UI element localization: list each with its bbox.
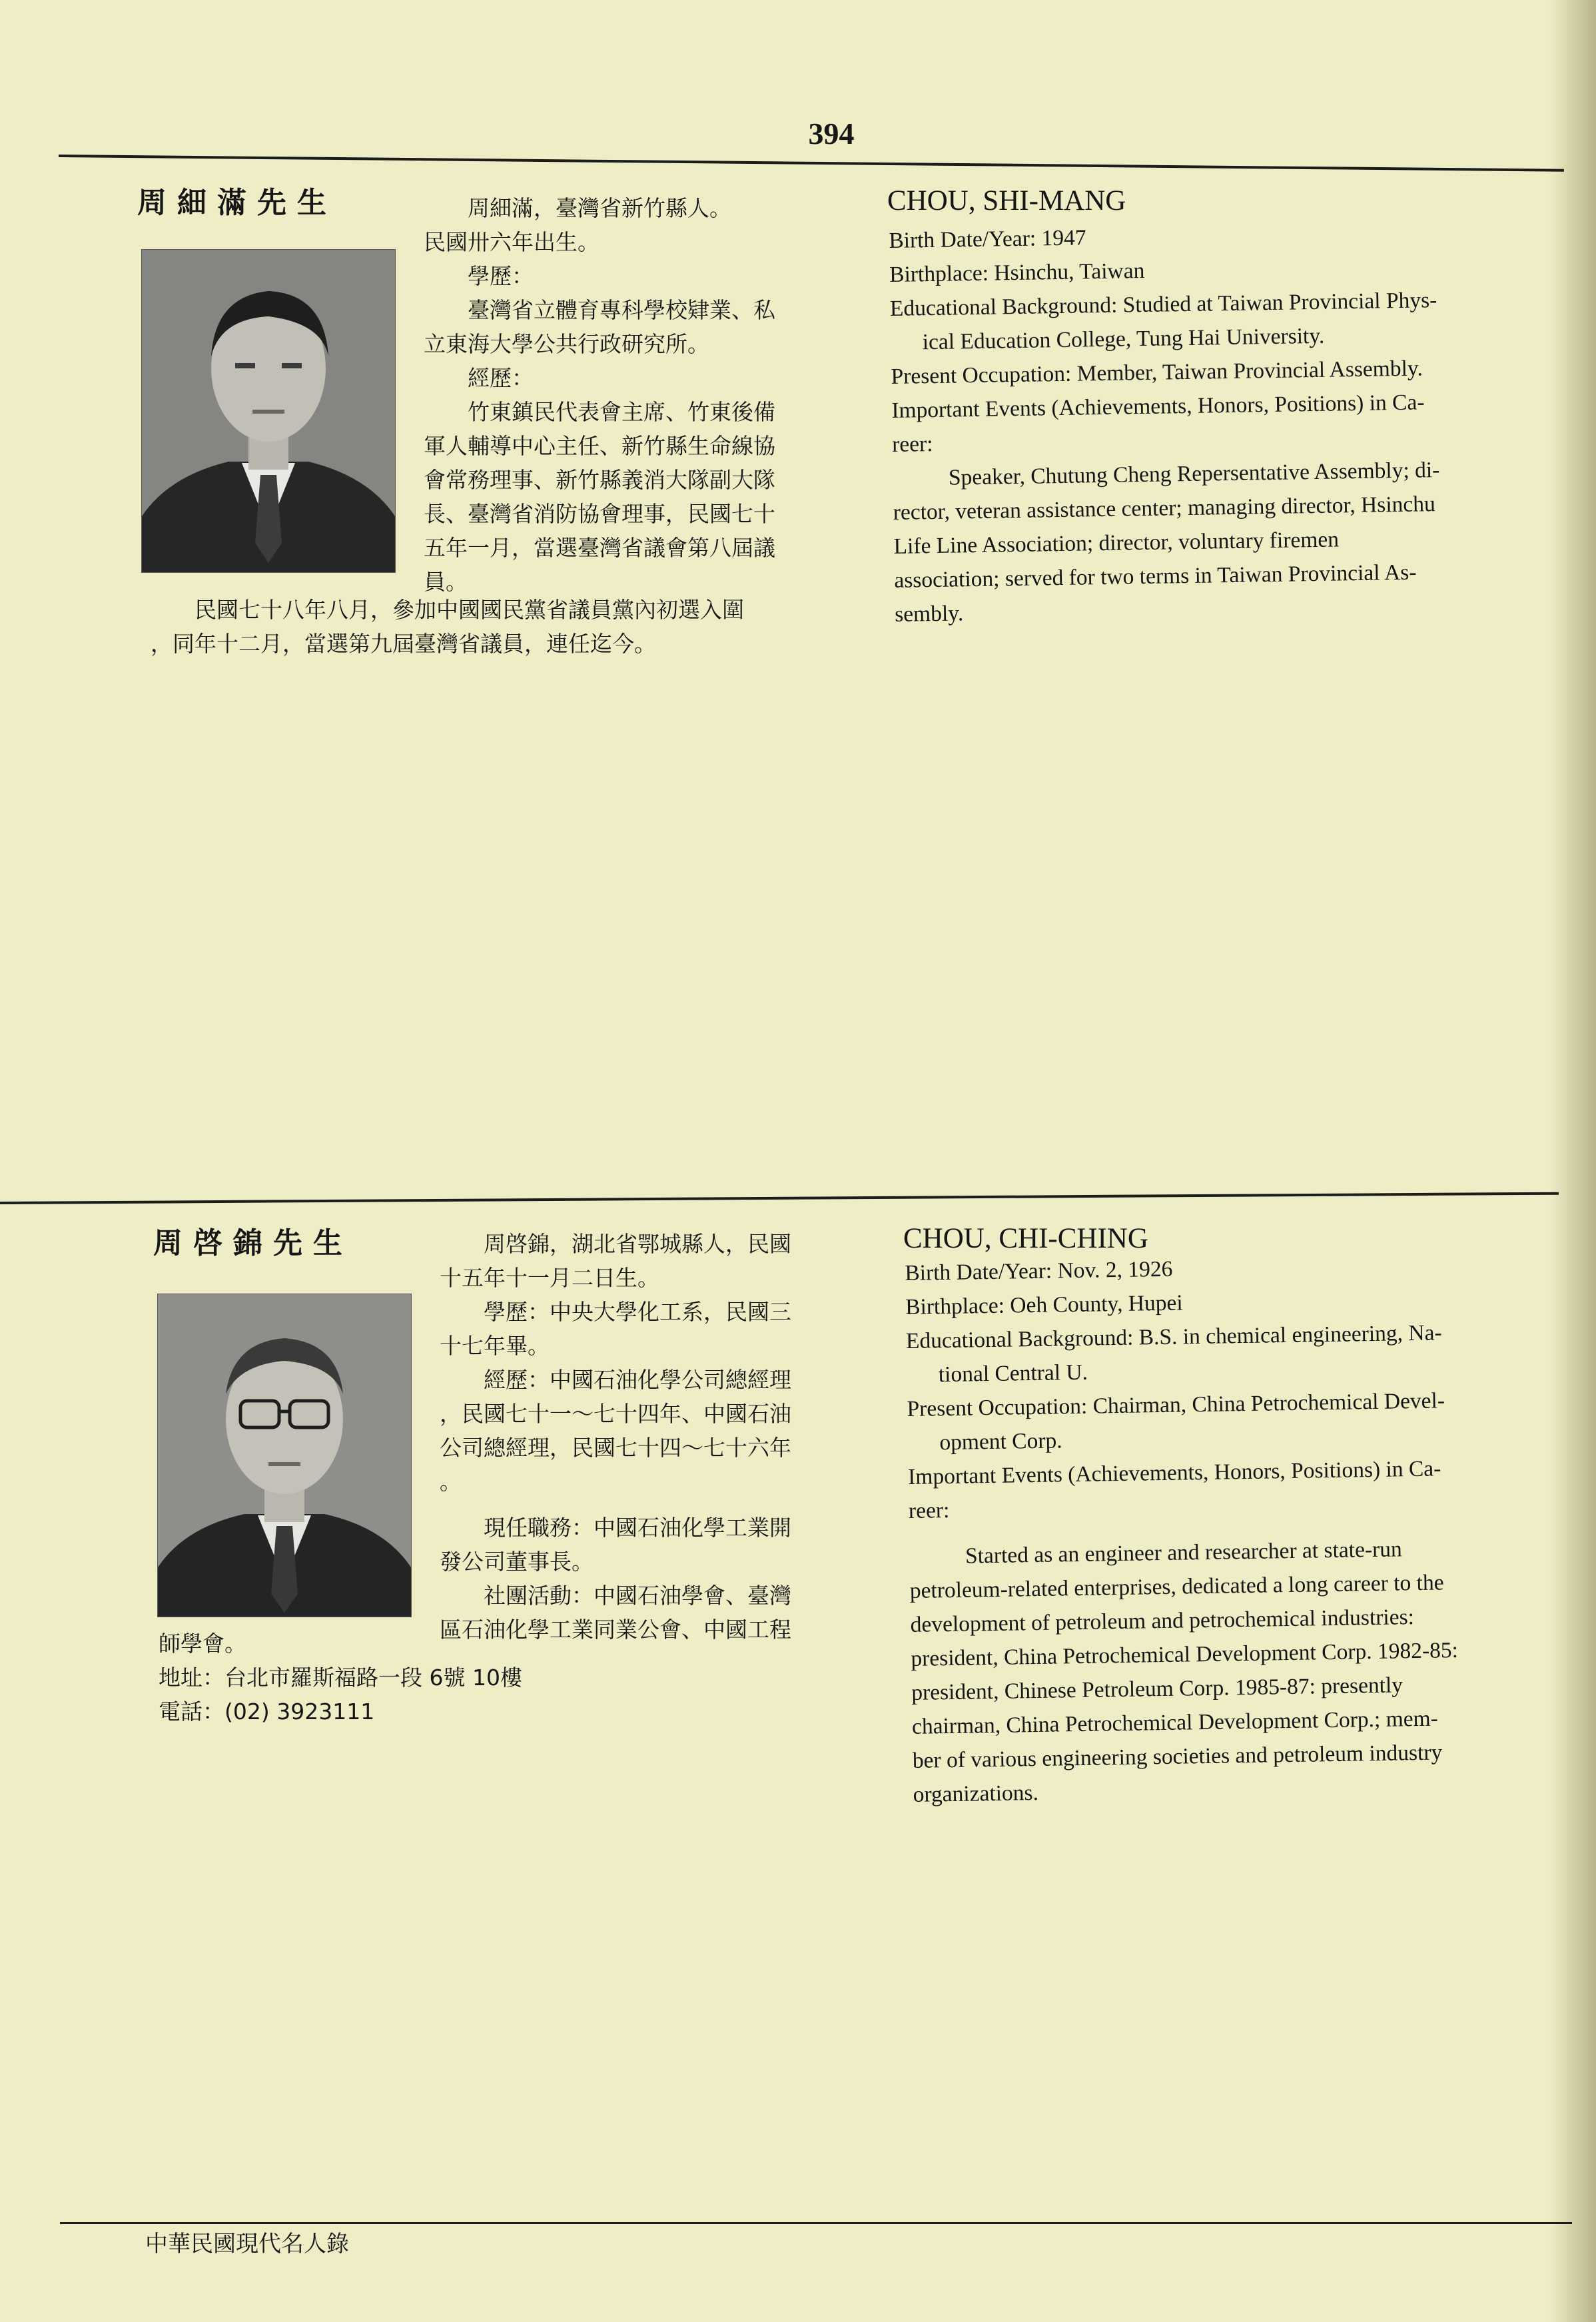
bio-line: 五年一月，當選臺灣省議會第八屆議 [424, 535, 775, 561]
bio-line: 臺灣省立體育專科學校肄業、私 [468, 297, 775, 323]
entry-1-chinese-name: 周細滿先生 [137, 186, 337, 220]
bio-line: ical Education College, Tung Hai University. [922, 323, 1325, 355]
bio-line: rector, veteran assistance center; managing director, Hsinchu [893, 492, 1435, 525]
bio-line: 十五年十一月二日生。 [440, 1265, 659, 1291]
address-line: 地址：台北市羅斯福路一段 6號 10樓 [159, 1665, 522, 1691]
bio-line: sembly. [894, 601, 964, 627]
bio-line: Speaker, Chutung Cheng Repersentative Assembly; di- [948, 458, 1440, 490]
entry-1-portrait [141, 249, 396, 573]
bio-line: organizations. [913, 1780, 1039, 1807]
bio-line: reer: [908, 1497, 950, 1523]
bio-line: 發公司董事長。 [440, 1549, 594, 1575]
portrait-man-icon [142, 250, 395, 572]
book-title-footer: 中華民國現代名人錄 [145, 2231, 349, 2257]
bio-line: 學歷：中央大學化工系，民國三 [484, 1299, 791, 1325]
bio-line: 。 [440, 1469, 462, 1495]
bio-line: 周細滿，臺灣省新竹縣人。 [468, 195, 731, 221]
phone-line: 電話：(02) 3923111 [159, 1699, 375, 1725]
top-divider [59, 155, 1564, 172]
bio-line: Birth Date/Year: Nov. 2, 1926 [905, 1256, 1173, 1286]
entry-2-chinese-bio-lower [159, 1627, 522, 1729]
bio-line: tional Central U. [938, 1359, 1088, 1387]
bio-line: ，同年十二月，當選第九屆臺灣省議員，連任迄今。 [151, 631, 656, 657]
bio-line: 周啓錦，湖北省鄂城縣人，民國 [484, 1231, 791, 1257]
bio-line: ，民國七十一～七十四年、中國石油 [440, 1401, 791, 1427]
bio-line: 民國卅六年出生。 [424, 229, 599, 255]
bio-line: 經歷：中國石油化學公司總經理 [484, 1367, 791, 1393]
bio-line: 師學會。 [159, 1631, 246, 1657]
bio-line: 軍人輔導中心主任、新竹縣生命線協 [424, 433, 775, 459]
entry-1-english-bio [889, 215, 1442, 631]
bio-line: opment Corp. [939, 1428, 1062, 1455]
entry-2-english-name: CHOU, CHI-CHING [903, 1223, 1148, 1254]
entry-2-english-bio [905, 1248, 1460, 1812]
bio-line: president, Chinese Petroleum Corp. 1985-87: presently [911, 1673, 1403, 1705]
bio-line: 公司總經理，民國七十四～七十六年 [440, 1435, 791, 1461]
bio-line: 長、臺灣省消防協會理事，民國七十 [424, 501, 775, 527]
bio-line: 社團活動：中國石油學會、臺灣 [484, 1583, 791, 1609]
entry-2-chinese-name: 周啓錦先生 [153, 1226, 353, 1260]
bio-line: 民國七十八年八月，參加中國國民黨省議員黨內初選入圍 [195, 597, 744, 623]
entry-2-chinese-bio-upper [440, 1227, 791, 1647]
bio-line: 竹東鎮民代表會主席、竹東後備 [468, 399, 775, 425]
entry-1-chinese-bio-lower [151, 593, 744, 661]
bio-line: Started as an engineer and researcher at state-run [965, 1537, 1403, 1569]
page-number: 394 [808, 117, 855, 151]
bio-line: 十七年畢。 [440, 1333, 550, 1359]
bio-line: Birthplace: Hsinchu, Taiwan [889, 258, 1145, 287]
bio-line: 經歷： [468, 365, 534, 391]
entry-2-portrait [157, 1294, 412, 1617]
bio-line: Life Line Association; director, voluntary firemen [893, 527, 1340, 559]
bio-line: 會常務理事、新竹縣義消大隊副大隊 [424, 467, 775, 493]
bio-line: Present Occupation: Chairman, China Petrochemical Devel- [907, 1388, 1445, 1421]
bio-line: development of petroleum and petrochemical industries: [910, 1605, 1415, 1637]
bio-line: Birth Date/Year: 1947 [889, 225, 1086, 253]
bio-line: Educational Background: Studied at Taiwan Provincial Phys- [889, 288, 1437, 321]
bio-line: Birthplace: Oeh County, Hupei [905, 1290, 1183, 1320]
bio-line: president, China Petrochemical Development Corp. 1982-85: [911, 1638, 1459, 1671]
page-edge-shadow [1549, 0, 1596, 2322]
entry-1-chinese-bio-upper [424, 191, 775, 599]
middle-divider [0, 1192, 1559, 1204]
bio-line: chairman, China Petrochemical Development Corp.; mem- [911, 1706, 1439, 1739]
entry-1-english-name: CHOU, SHI-MANG [887, 185, 1126, 216]
bio-line: ber of various engineering societies and petroleum industry [912, 1740, 1443, 1773]
bio-line: 員。 [424, 569, 468, 595]
bottom-divider [60, 2222, 1572, 2224]
bio-line: petroleum-related enterprises, dedicated a long career to the [909, 1570, 1444, 1603]
bio-line: Important Events (Achievements, Honors, Positions) in Ca- [891, 390, 1425, 423]
bio-line: 立東海大學公共行政研究所。 [424, 331, 709, 357]
bio-line: 區石油化學工業同業公會、中國工程 [440, 1617, 791, 1643]
bio-line: Educational Background: B.S. in chemical engineering, Na- [905, 1320, 1442, 1354]
bio-line: association; served for two terms in Taiwan Provincial As- [894, 560, 1417, 593]
bio-line: reer: [891, 431, 933, 457]
bio-line: Present Occupation: Member, Taiwan Provincial Assembly. [891, 356, 1423, 389]
bio-line: 學歷： [468, 263, 534, 289]
bio-line: Important Events (Achievements, Honors, Positions) in Ca- [907, 1456, 1441, 1489]
bio-line: 現任職務：中國石油化學工業開 [484, 1515, 791, 1541]
portrait-man-icon [158, 1294, 411, 1617]
